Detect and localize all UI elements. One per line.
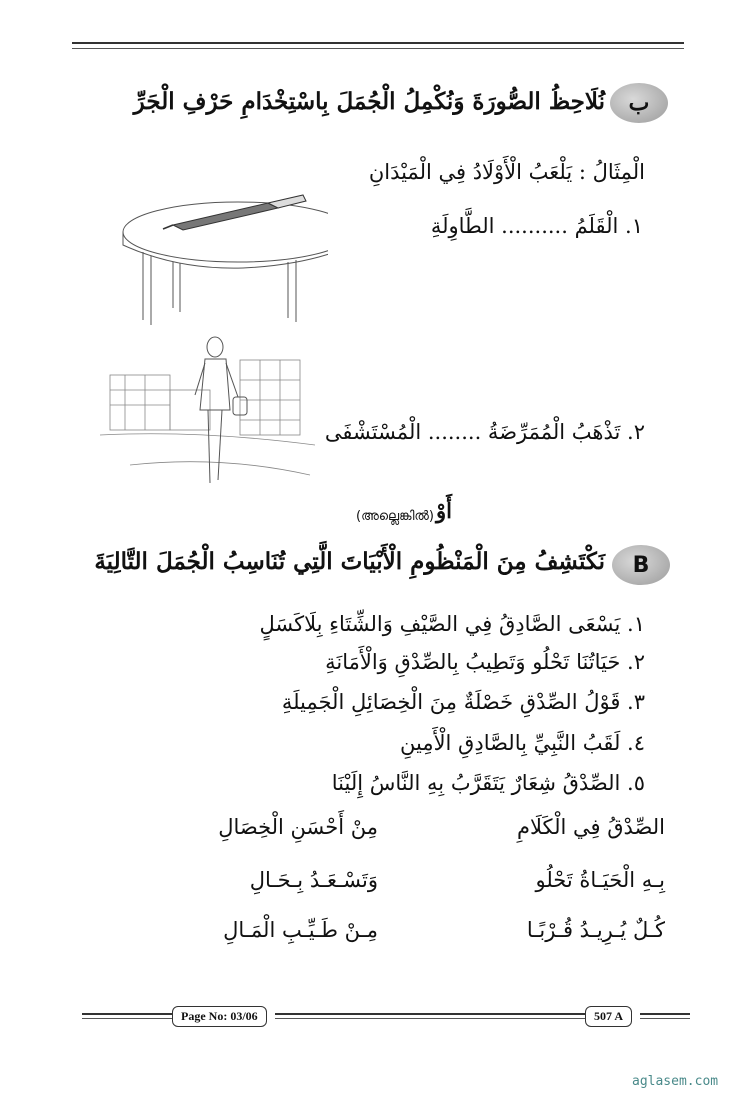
poem-line-3-right: كُـلٌ يُـرِيـدُ قُـرْبًـا xyxy=(526,918,665,942)
section-B-badge: B xyxy=(612,545,670,585)
footer-code: 507 A xyxy=(585,1006,632,1027)
table-top xyxy=(123,202,328,262)
watermark: aglasem.com xyxy=(632,1074,719,1089)
poem-line-2-left: وَتَسْـعَـدُ بِـحَـالِ xyxy=(249,868,378,892)
footer-rule-left-2 xyxy=(82,1018,172,1019)
list-item-5: ٥. الصِّدْقُ شِعَارٌ يَتَقَرَّبُ بِهِ النَّاسُ إِلَيْنَا xyxy=(331,771,645,795)
footer-rule-mid-2 xyxy=(275,1018,585,1019)
or-malayalam: (അല്ലെങ്കിൽ) xyxy=(356,509,434,524)
list-item-2: ٢. حَيَاتُنَا تَحْلُو وَتَطِيبُ بِالصِّدْقِ وَالْأَمَانَةِ xyxy=(325,650,645,674)
nurse-hospital-illustration xyxy=(100,335,315,485)
footer-rule-left-1 xyxy=(82,1013,172,1015)
hospital-building xyxy=(100,360,315,475)
top-rule xyxy=(72,42,684,44)
example-line: الْمِثَالُ : يَلْعَبُ الْأَوْلَادُ فِي الْمَيْدَانِ xyxy=(368,160,645,184)
section-b-badge: ب xyxy=(610,83,668,123)
list-item-4: ٤. لَقَبُ النَّبِيِّ بِالصَّادِقِ الْأَمِينِ xyxy=(400,731,645,755)
or-arabic: أَوْ xyxy=(436,498,452,523)
question-item-2: ٢. تَذْهَبُ الْمُمَرِّضَةُ ........ الْمُسْتَشْفَى xyxy=(324,420,645,444)
question-item-1: ١. الْقَلَمُ .......... الطَّاوِلَةِ xyxy=(430,214,643,238)
section-b-heading: نُلَاحِظُ الصُّورَةَ وَنُكْمِلُ الْجُمَلَ بِاسْتِخْدَامِ حَرْفِ الْجَرِّ xyxy=(133,88,605,115)
section-B-heading: نَكْتَشِفُ مِنَ الْمَنْظُومِ الْأَبْيَاتَ الَّتِي تُنَاسِبُ الْجُمَلَ التَّالِيَةَ xyxy=(94,548,605,575)
poem-line-1-left: مِنْ أَحْسَنِ الْخِصَالِ xyxy=(218,815,378,839)
footer-rule-right-2 xyxy=(640,1018,690,1019)
poem-line-2-right: بِـهِ الْحَيَـاةُ تَحْلُو xyxy=(535,868,665,892)
poem-line-3-left: مِـنْ طَـيِّـبِ الْمَـالِ xyxy=(223,918,378,942)
footer-page-number: Page No: 03/06 xyxy=(172,1006,267,1027)
pen-icon xyxy=(163,195,306,230)
footer-rule-mid-1 xyxy=(275,1013,585,1015)
poem-line-1-right: الصِّدْقُ فِي الْكَلَامِ xyxy=(516,815,665,839)
list-item-3: ٣. قَوْلُ الصِّدْقِ خَصْلَةٌ مِنَ الْخِصَائِلِ الْجَمِيلَةِ xyxy=(281,690,645,714)
pen-on-table-illustration xyxy=(118,190,328,325)
top-rule-thin xyxy=(72,48,684,49)
list-item-1: ١. يَسْعَى الصَّادِقُ فِي الصَّيْفِ وَالشِّتَاءِ بِلَاكَسَلٍ xyxy=(259,612,645,636)
footer-rule-right-1 xyxy=(640,1013,690,1015)
nurse-figure xyxy=(195,337,247,483)
